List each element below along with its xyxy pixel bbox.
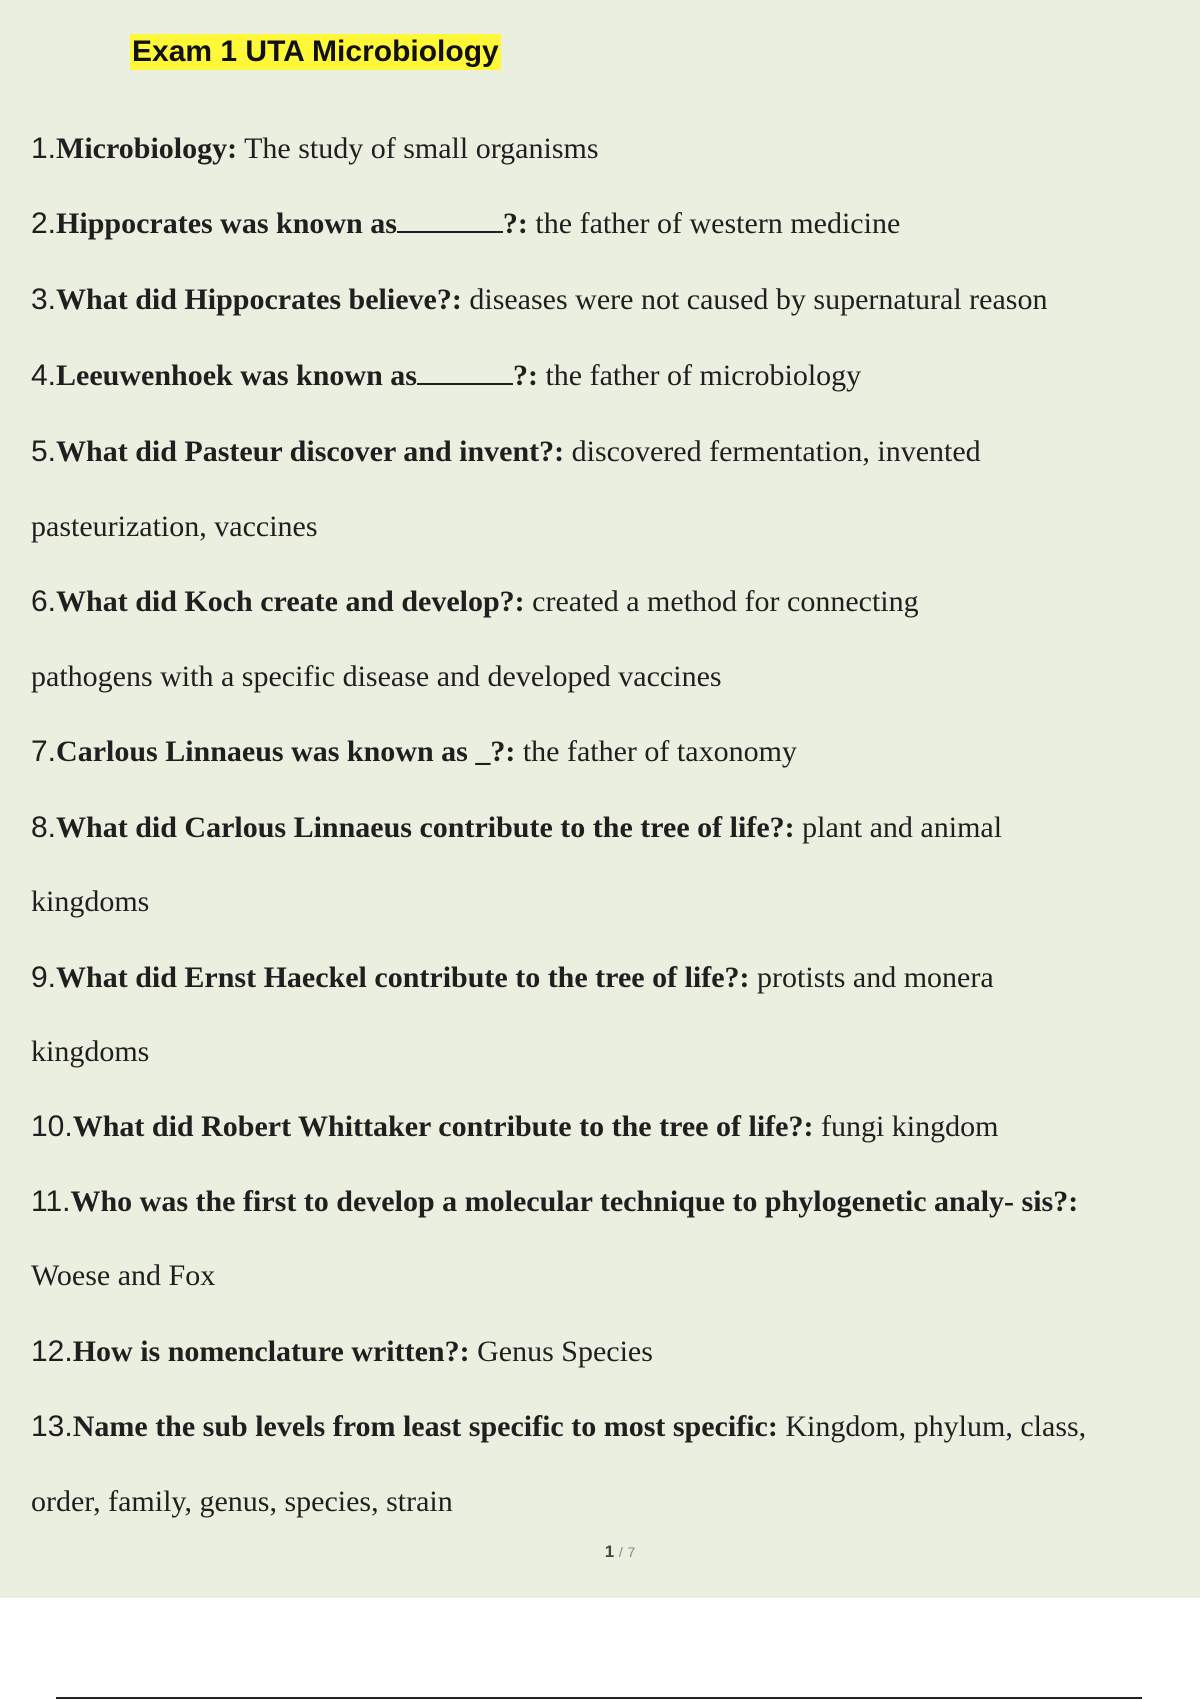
total-pages: 7 bbox=[627, 1544, 636, 1560]
answer-text: the father of western medicine bbox=[527, 207, 901, 240]
qa-item-5 bbox=[31, 434, 981, 470]
answer-text: the father of taxonomy bbox=[515, 735, 797, 768]
question-text: What did Hippocrates believe?: bbox=[56, 283, 462, 316]
document-title: Exam 1 UTA Microbiology bbox=[132, 35, 499, 68]
qa-item-2 bbox=[31, 206, 900, 242]
qa-item-11 bbox=[31, 1184, 1078, 1220]
next-page-top-rule bbox=[56, 1697, 1142, 1699]
answer-text: plant and animal bbox=[794, 811, 1003, 844]
item-number: 1. bbox=[31, 132, 57, 165]
qa-item-1 bbox=[31, 131, 599, 167]
question-text: How is nomenclature written?: bbox=[72, 1335, 470, 1368]
answer-text: The study of small organisms bbox=[237, 132, 599, 165]
fill-blank bbox=[397, 207, 503, 233]
answer-text: diseases were not caused by supernatural reason bbox=[461, 283, 1048, 316]
item-number: 4. bbox=[31, 359, 57, 392]
item-number: 5. bbox=[31, 435, 57, 468]
qa-item-3 bbox=[31, 282, 1047, 318]
answer-text: Genus Species bbox=[469, 1335, 653, 1368]
item-number: 6. bbox=[31, 585, 57, 618]
question-text: Microbiology: bbox=[56, 132, 238, 165]
question-text: What did Pasteur discover and invent?: bbox=[56, 435, 565, 468]
qa-item-13 bbox=[31, 1409, 1086, 1445]
item-number: 12. bbox=[31, 1335, 73, 1368]
question-suffix: ?: bbox=[512, 359, 538, 392]
qa-item-10 bbox=[31, 1109, 998, 1145]
item-number: 3. bbox=[31, 283, 57, 316]
question-text: Who was the first to develop a molecular technique to phylogenetic analy- sis?: bbox=[70, 1185, 1079, 1218]
question-text: What did Ernst Haeckel contribute to the tree of life?: bbox=[56, 961, 750, 994]
question-text: What did Robert Whittaker contribute to the tree of life?: bbox=[72, 1110, 814, 1143]
item-number: 7. bbox=[31, 735, 57, 768]
fill-blank bbox=[417, 359, 513, 385]
qa-item-7 bbox=[31, 734, 797, 770]
question-suffix: ?: bbox=[502, 207, 528, 240]
qa-item-9-continuation: kingdoms bbox=[31, 1035, 150, 1068]
current-page: 1 bbox=[604, 1542, 615, 1561]
item-number: 2. bbox=[31, 207, 57, 240]
qa-item-6-continuation: pathogens with a specific disease and developed vaccines bbox=[31, 660, 722, 693]
qa-item-5-continuation: pasteurization, vaccines bbox=[31, 510, 318, 543]
item-number: 9. bbox=[31, 961, 57, 994]
qa-item-8-continuation: kingdoms bbox=[31, 885, 150, 918]
item-number: 13. bbox=[31, 1410, 73, 1443]
item-number: 8. bbox=[31, 811, 57, 844]
qa-item-6 bbox=[31, 584, 919, 620]
qa-item-11-continuation: Woese and Fox bbox=[31, 1259, 216, 1292]
page-separator: / bbox=[618, 1544, 623, 1560]
question-text: What did Carlous Linnaeus contribute to the tree of life?: bbox=[56, 811, 795, 844]
qa-item-12 bbox=[31, 1334, 653, 1370]
answer-text: fungi kingdom bbox=[813, 1110, 999, 1143]
answer-text: protists and monera bbox=[749, 961, 994, 994]
qa-item-9 bbox=[31, 960, 994, 996]
qa-item-4 bbox=[31, 358, 861, 394]
answer-text: discovered fermentation, invented bbox=[564, 435, 981, 468]
answer-text: created a method for connecting bbox=[524, 585, 919, 618]
question-text: Carlous Linnaeus was known as _?: bbox=[56, 735, 516, 768]
question-text: Hippocrates was known as bbox=[56, 207, 397, 240]
item-number: 11. bbox=[31, 1185, 71, 1218]
item-number: 10. bbox=[31, 1110, 73, 1143]
page-counter bbox=[0, 1542, 1200, 1562]
question-text: What did Koch create and develop?: bbox=[56, 585, 525, 618]
question-text: Name the sub levels from least specific to most specific: bbox=[72, 1410, 778, 1443]
question-text: Leeuwenhoek was known as bbox=[56, 359, 417, 392]
qa-item-8 bbox=[31, 810, 1002, 846]
qa-item-13-continuation: order, family, genus, species, strain bbox=[31, 1485, 453, 1518]
answer-text: the father of microbiology bbox=[537, 359, 862, 392]
answer-text: Kingdom, phylum, class, bbox=[777, 1410, 1087, 1443]
